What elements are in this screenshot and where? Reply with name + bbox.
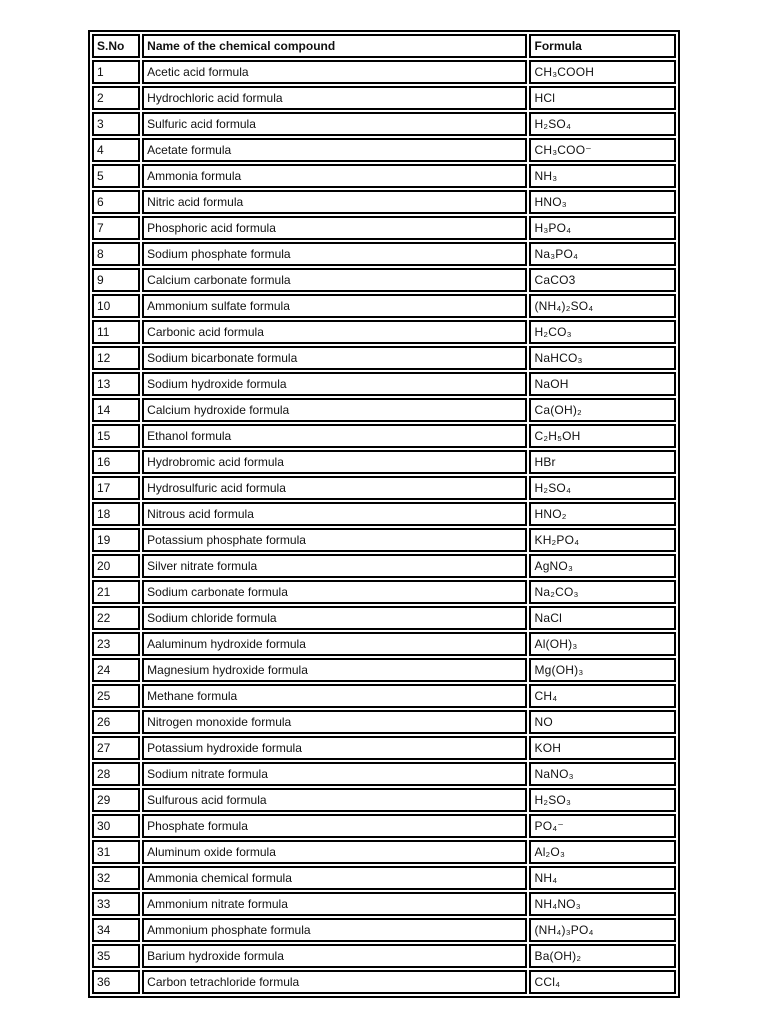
- cell-formula: NaNO₃: [529, 762, 676, 786]
- table-row: [92, 658, 676, 682]
- cell-formula: PO₄⁻: [529, 814, 676, 838]
- cell-sno: 17: [92, 476, 140, 500]
- cell-sno: 10: [92, 294, 140, 318]
- cell-compound-name: Sulfurous acid formula: [142, 788, 527, 812]
- cell-compound-name: Silver nitrate formula: [142, 554, 527, 578]
- table-row: [92, 190, 676, 214]
- cell-compound-name: Phosphate formula: [142, 814, 527, 838]
- cell-sno: 14: [92, 398, 140, 422]
- cell-sno: 28: [92, 762, 140, 786]
- cell-sno: 15: [92, 424, 140, 448]
- cell-compound-name: Carbonic acid formula: [142, 320, 527, 344]
- table-row: [92, 372, 676, 396]
- cell-formula: KH₂PO₄: [529, 528, 676, 552]
- table-row: [92, 242, 676, 266]
- table-row: [92, 736, 676, 760]
- cell-sno: 16: [92, 450, 140, 474]
- cell-sno: 11: [92, 320, 140, 344]
- table-body: [92, 60, 676, 994]
- cell-formula: Al(OH)₃: [529, 632, 676, 656]
- table-row: [92, 788, 676, 812]
- cell-formula: HNO₂: [529, 502, 676, 526]
- cell-compound-name: Ammonia formula: [142, 164, 527, 188]
- cell-formula: (NH₄)₂SO₄: [529, 294, 676, 318]
- cell-formula: NH₄NO₃: [529, 892, 676, 916]
- table-row: [92, 710, 676, 734]
- cell-sno: 22: [92, 606, 140, 630]
- cell-compound-name: Hydrobromic acid formula: [142, 450, 527, 474]
- table-row: [92, 398, 676, 422]
- cell-compound-name: Calcium hydroxide formula: [142, 398, 527, 422]
- cell-sno: 5: [92, 164, 140, 188]
- cell-sno: 36: [92, 970, 140, 994]
- cell-sno: 24: [92, 658, 140, 682]
- chemical-formula-table: [88, 30, 680, 998]
- cell-sno: 13: [92, 372, 140, 396]
- table-row: [92, 112, 676, 136]
- table-row: [92, 606, 676, 630]
- cell-compound-name: Sodium nitrate formula: [142, 762, 527, 786]
- table-row: [92, 840, 676, 864]
- cell-compound-name: Aluminum oxide formula: [142, 840, 527, 864]
- cell-sno: 12: [92, 346, 140, 370]
- header-formula: Formula: [529, 34, 676, 58]
- cell-formula: Na₃PO₄: [529, 242, 676, 266]
- cell-sno: 2: [92, 86, 140, 110]
- cell-sno: 3: [92, 112, 140, 136]
- cell-sno: 8: [92, 242, 140, 266]
- cell-sno: 7: [92, 216, 140, 240]
- cell-compound-name: Ammonium phosphate formula: [142, 918, 527, 942]
- cell-formula: AgNO₃: [529, 554, 676, 578]
- table-row: [92, 268, 676, 292]
- cell-sno: 29: [92, 788, 140, 812]
- chemical-formula-table-container: [88, 30, 680, 998]
- table-row: [92, 918, 676, 942]
- cell-compound-name: Potassium phosphate formula: [142, 528, 527, 552]
- cell-compound-name: Nitric acid formula: [142, 190, 527, 214]
- cell-formula: NH₄: [529, 866, 676, 890]
- cell-formula: NO: [529, 710, 676, 734]
- cell-sno: 34: [92, 918, 140, 942]
- table-row: [92, 684, 676, 708]
- table-row: [92, 554, 676, 578]
- header-name: Name of the chemical compound: [142, 34, 527, 58]
- cell-sno: 19: [92, 528, 140, 552]
- table-row: [92, 424, 676, 448]
- cell-formula: Al₂O₃: [529, 840, 676, 864]
- cell-formula: Na₂CO₃: [529, 580, 676, 604]
- table-row: [92, 138, 676, 162]
- table-row: [92, 450, 676, 474]
- cell-formula: HCl: [529, 86, 676, 110]
- cell-sno: 27: [92, 736, 140, 760]
- cell-formula: H₃PO₄: [529, 216, 676, 240]
- table-row: [92, 216, 676, 240]
- cell-formula: H₂SO₄: [529, 112, 676, 136]
- cell-formula: C₂H₅OH: [529, 424, 676, 448]
- cell-sno: 35: [92, 944, 140, 968]
- cell-sno: 21: [92, 580, 140, 604]
- cell-formula: H₂SO₄: [529, 476, 676, 500]
- table-row: [92, 86, 676, 110]
- table-row: [92, 892, 676, 916]
- cell-formula: NaHCO₃: [529, 346, 676, 370]
- cell-compound-name: Aaluminum hydroxide formula: [142, 632, 527, 656]
- table-row: [92, 476, 676, 500]
- cell-compound-name: Ethanol formula: [142, 424, 527, 448]
- header-sno: S.No: [92, 34, 140, 58]
- table-header-row: [92, 34, 676, 58]
- cell-sno: 20: [92, 554, 140, 578]
- table-row: [92, 294, 676, 318]
- cell-compound-name: Nitrous acid formula: [142, 502, 527, 526]
- cell-formula: NaOH: [529, 372, 676, 396]
- cell-sno: 30: [92, 814, 140, 838]
- cell-compound-name: Sodium phosphate formula: [142, 242, 527, 266]
- cell-formula: HBr: [529, 450, 676, 474]
- table-row: [92, 502, 676, 526]
- cell-sno: 32: [92, 866, 140, 890]
- cell-sno: 23: [92, 632, 140, 656]
- cell-formula: Ca(OH)₂: [529, 398, 676, 422]
- cell-compound-name: Sulfuric acid formula: [142, 112, 527, 136]
- table-row: [92, 164, 676, 188]
- cell-sno: 6: [92, 190, 140, 214]
- cell-compound-name: Sodium bicarbonate formula: [142, 346, 527, 370]
- cell-formula: Mg(OH)₃: [529, 658, 676, 682]
- cell-formula: CaCO3: [529, 268, 676, 292]
- cell-compound-name: Sodium chloride formula: [142, 606, 527, 630]
- cell-sno: 25: [92, 684, 140, 708]
- cell-formula: (NH₄)₃PO₄: [529, 918, 676, 942]
- cell-compound-name: Hydrosulfuric acid formula: [142, 476, 527, 500]
- cell-compound-name: Ammonia chemical formula: [142, 866, 527, 890]
- cell-compound-name: Sodium hydroxide formula: [142, 372, 527, 396]
- cell-sno: 9: [92, 268, 140, 292]
- cell-formula: CH₄: [529, 684, 676, 708]
- cell-compound-name: Hydrochloric acid formula: [142, 86, 527, 110]
- table-row: [92, 580, 676, 604]
- cell-compound-name: Magnesium hydroxide formula: [142, 658, 527, 682]
- table-row: [92, 528, 676, 552]
- cell-formula: NH₃: [529, 164, 676, 188]
- cell-sno: 31: [92, 840, 140, 864]
- cell-compound-name: Acetate formula: [142, 138, 527, 162]
- table-row: [92, 346, 676, 370]
- cell-sno: 4: [92, 138, 140, 162]
- cell-sno: 26: [92, 710, 140, 734]
- cell-formula: CH₃COO⁻: [529, 138, 676, 162]
- cell-compound-name: Phosphoric acid formula: [142, 216, 527, 240]
- cell-compound-name: Calcium carbonate formula: [142, 268, 527, 292]
- cell-sno: 18: [92, 502, 140, 526]
- table-row: [92, 814, 676, 838]
- cell-compound-name: Ammonium nitrate formula: [142, 892, 527, 916]
- cell-compound-name: Sodium carbonate formula: [142, 580, 527, 604]
- cell-compound-name: Carbon tetrachloride formula: [142, 970, 527, 994]
- cell-compound-name: Ammonium sulfate formula: [142, 294, 527, 318]
- cell-compound-name: Potassium hydroxide formula: [142, 736, 527, 760]
- cell-formula: CCl₄: [529, 970, 676, 994]
- cell-formula: KOH: [529, 736, 676, 760]
- cell-compound-name: Barium hydroxide formula: [142, 944, 527, 968]
- table-row: [92, 60, 676, 84]
- table-row: [92, 866, 676, 890]
- cell-formula: NaCl: [529, 606, 676, 630]
- cell-formula: H₂SO₃: [529, 788, 676, 812]
- cell-formula: CH₃COOH: [529, 60, 676, 84]
- table-row: [92, 320, 676, 344]
- cell-formula: HNO₃: [529, 190, 676, 214]
- cell-sno: 33: [92, 892, 140, 916]
- cell-compound-name: Methane formula: [142, 684, 527, 708]
- cell-sno: 1: [92, 60, 140, 84]
- cell-compound-name: Nitrogen monoxide formula: [142, 710, 527, 734]
- table-row: [92, 944, 676, 968]
- table-row: [92, 970, 676, 994]
- cell-formula: H₂CO₃: [529, 320, 676, 344]
- cell-formula: Ba(OH)₂: [529, 944, 676, 968]
- table-row: [92, 632, 676, 656]
- table-row: [92, 762, 676, 786]
- cell-compound-name: Acetic acid formula: [142, 60, 527, 84]
